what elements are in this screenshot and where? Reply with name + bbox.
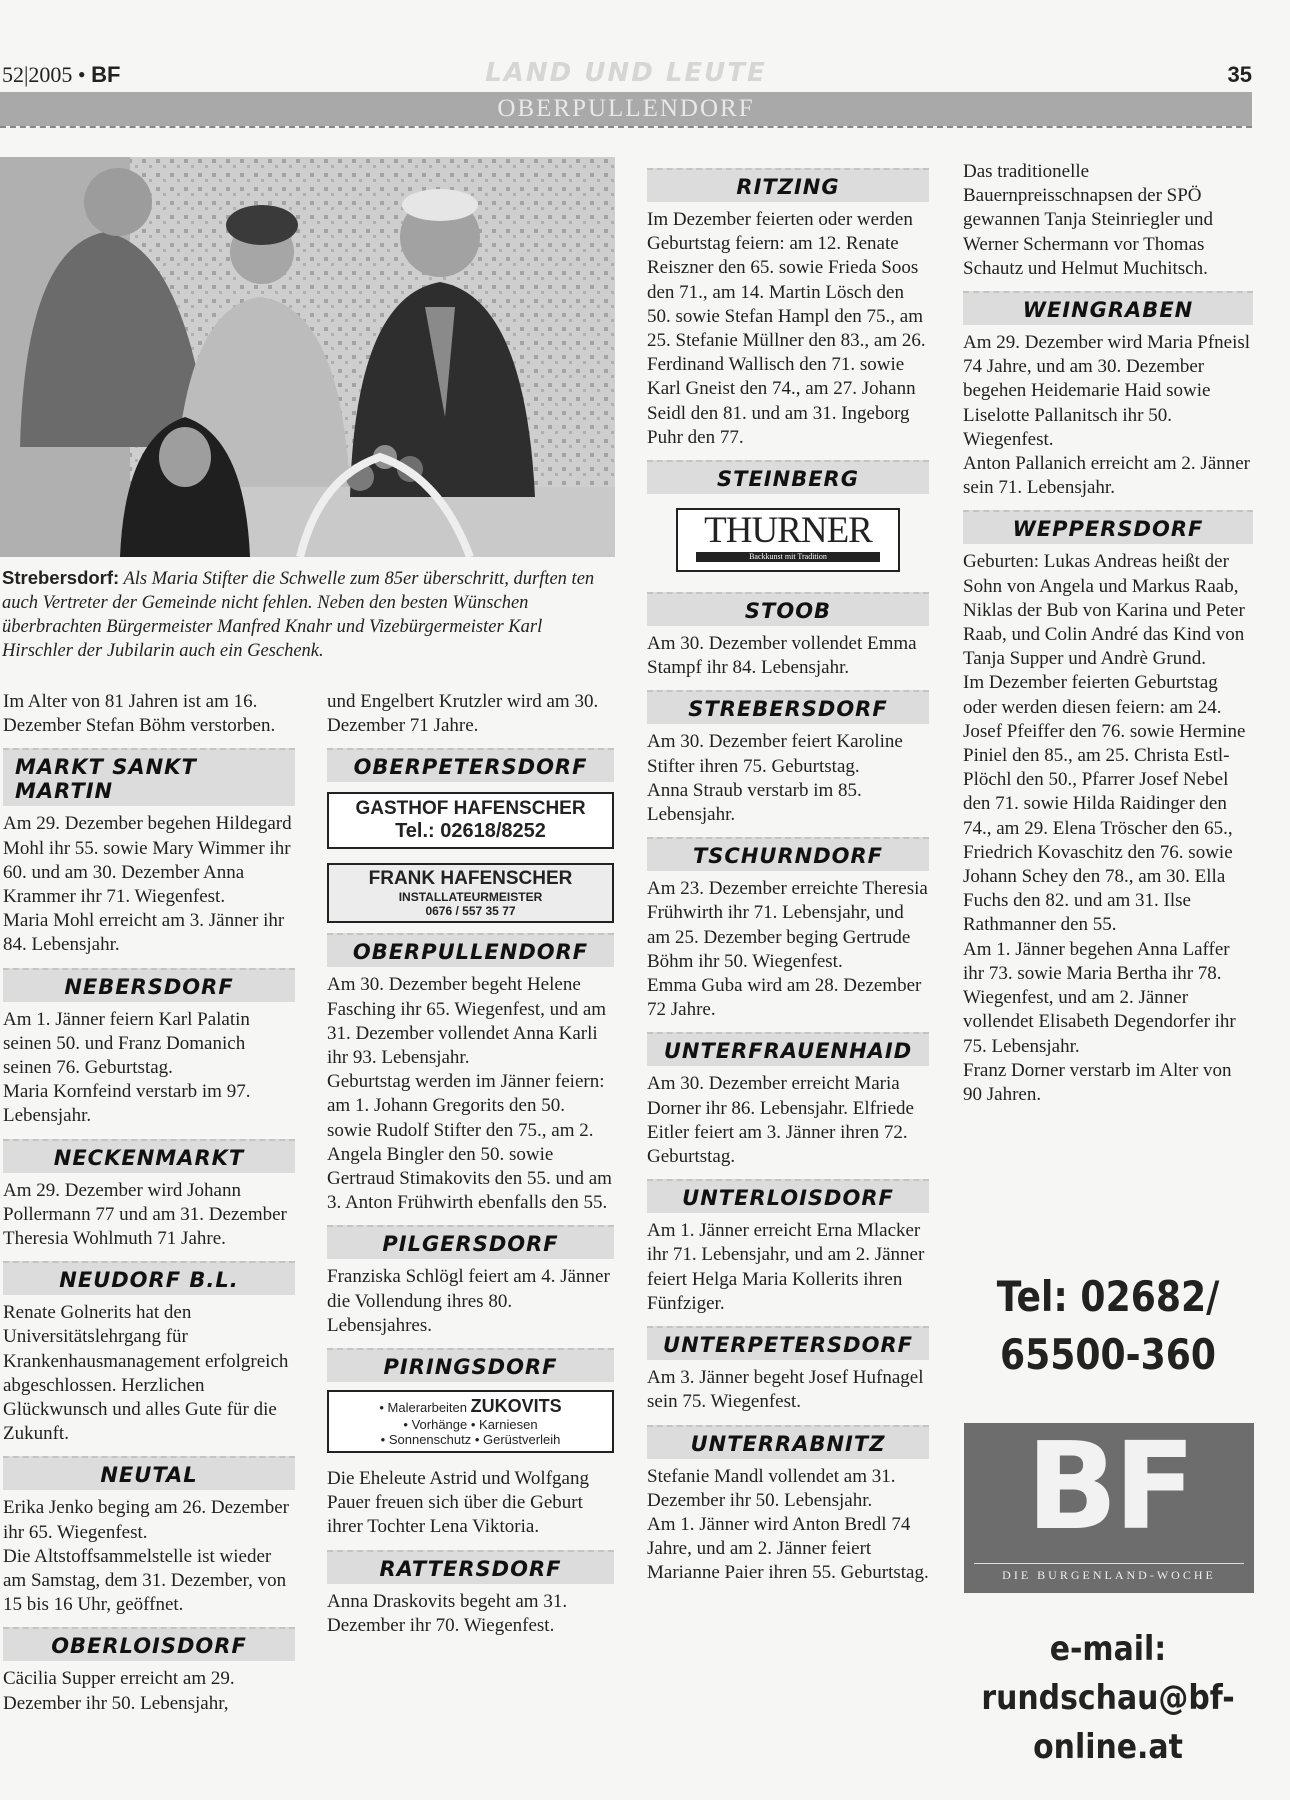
bf-logo-letters: BF [1026, 1418, 1192, 1557]
col2-intro: und Engelbert Krutzler wird am 30. Dezember 71 Jahre. [327, 691, 599, 737]
ad-zukovits-line3: • Sonnenschutz • Gerüstverleih [380, 1432, 561, 1448]
heading-piringsdorf: PIRINGSDORF [327, 1348, 614, 1382]
article-paragraph: Am 1. Jänner feiern Karl Palatin seinen 50. und Franz Domanich seinen 76. Geburtstag. [3, 1008, 250, 1079]
article-paragraph: Am 23. Dezember erreichte Theresia Frühwirth ihr 71. Lebensjahr, und am 25. Dezember beging Gertrude Böhm ihr 50. Wiegenfest. [647, 878, 928, 972]
col4-intro: Das traditionelle Bauernpreisschnapsen der SPÖ gewannen Tanja Steinriegler und Werner Schermann vor Thomas Schautz und Helmut Muchitsch. [963, 161, 1213, 279]
article-paragraph: Franz Dorner verstarb im Alter von 90 Jahren. [963, 1059, 1232, 1105]
article-paragraph: Im Dezember feierten oder werden Geburtstag feiern: am 12. Renate Reiszner den 65. sowie Frieda Soos den 71., am 14. Martin Lösch den 50. sowie Stefan Hampl den 75., am 25. Stefanie Müllner den 83., am 26. Ferdinand Wallisch den 71. sowie Karl Gneist den 74., am 27. Johann Seidl den 81. und am 31. Ingeborg Puhr den 77. [647, 209, 926, 448]
heading-weppersdorf: WEPPERSDORF [963, 510, 1253, 544]
heading-unterpetersdorf: UNTERPETERSDORF [647, 1326, 929, 1360]
contact-phone: Tel: 02682/ 65500-360 [996, 1272, 1220, 1379]
article-paragraph: Am 29. Dezember wird Johann Pollermann 77 und am 31. Dezember Theresia Wohlmuth 71 Jahre. [3, 1179, 287, 1250]
ad-gasthof-phone: Tel.: 02618/8252 [395, 820, 546, 843]
ad-frank-hafenscher [327, 863, 614, 923]
article-paragraph: Am 29. Dezember begehen Hildegard Mohl ihr 55. sowie Mary Wimmer ihr 60. und am 30. Dezember Anna Krammer ihr 71. Wiegenfest. [3, 813, 292, 908]
article-paragraph: Anna Straub verstarb im 85. Lebensjahr. [647, 779, 862, 826]
issue-number: 52|2005 • BF [2, 62, 121, 87]
heading-tschurndorf: TSCHURNDORF [647, 837, 929, 871]
article-paragraph: Die Eheleute Astrid und Wolfgang Pauer freuen sich über die Geburt ihrer Tochter Lena Viktoria. [327, 1468, 589, 1538]
heading-unterloisdorf: UNTERLOISDORF [647, 1179, 929, 1213]
ad-zukovits [327, 1390, 614, 1453]
email-label: e-mail: [1049, 1629, 1167, 1669]
article-paragraph: Am 30. Dezember erreicht Maria Dorner ihr 86. Lebensjahr. Elfriede Eitler feiert am 3. Jänner ihren 72. Geburtstag. [647, 1073, 914, 1168]
heading-oberpullendorf: OBERPULLENDORF [327, 933, 614, 967]
ad-gasthof-name: GASTHOF HAFENSCHER [355, 798, 586, 820]
heading-markt-sankt-martin: MARKT SANKT MARTIN [3, 748, 295, 806]
heading-rattersdorf: RATTERSDORF [327, 1550, 614, 1584]
page-number: 35 [1227, 62, 1252, 87]
ad-zukovits-service: • Malerarbeiten [379, 1400, 471, 1416]
heading-weingraben: WEINGRABEN [963, 291, 1253, 325]
ad-zukovits-line2: • Vorhänge • Karniesen [403, 1417, 538, 1433]
article-paragraph: Maria Mohl erreicht am 3. Jänner ihr 84. Lebensjahr. [3, 910, 285, 956]
heading-neckenmarkt: NECKENMARKT [3, 1139, 295, 1173]
article-paragraph: Am 3. Jänner begeht Josef Hufnagel sein 75. Wiegenfest. [647, 1367, 924, 1413]
article-paragraph: Stefanie Mandl vollendet am 31. Dezember ihr 50. Lebensjahr. [647, 1465, 896, 1511]
column-3 [647, 156, 929, 1586]
heading-steinberg: STEINBERG [647, 460, 929, 494]
heading-pilgersdorf: PILGERSDORF [327, 1225, 614, 1259]
article-paragraph: Emma Guba wird am 28. Dezember 72 Jahre. [647, 975, 922, 1021]
photo-caption [2, 566, 614, 663]
article-paragraph: Am 1. Jänner erreicht Erna Mlacker ihr 71. Lebensjahr, und am 2. Jänner feiert Helga Maria Kollerits ihren Fünfziger. [647, 1220, 925, 1314]
ad-thurner-tagline: Backkunst mit Tradition [696, 552, 880, 562]
article-paragraph: Geburtstag werden im Jänner feiern: am 1. Johann Gregorits den 50. sowie Rudolf Stifter den 75., am 2. Angela Bingler den 50. sowie Gertraud Stimakovits den 55. und am 3. Anton Frühwirth ebenfalls den 55. [327, 1071, 612, 1214]
article-paragraph: Erika Jenko beging am 26. Dezember ihr 65. Wiegenfest. [3, 1497, 289, 1543]
caption-text: Als Maria Stifter die Schwelle zum 85er überschritt, durften ten auch Vertreter der Gemeinde nicht fehlen. Neben den besten Wünschen überbrachten Bürgermeister Manfred Knahr und Vizebürgermeister Karl Hirschler der Jubilarin auch ein Geschenk. [2, 569, 595, 661]
heading-nebersdorf: NEBERSDORF [3, 968, 295, 1002]
bf-logo-subtitle: DIE BURGENLAND-WOCHE [974, 1563, 1244, 1583]
col1-sections [3, 748, 295, 1715]
ad-frank-name: FRANK HAFENSCHER [368, 868, 573, 890]
heading-ritzing: RITZING [647, 168, 929, 202]
ad-frank-title: INSTALLATEURMEISTER [398, 890, 543, 905]
column-2 [327, 690, 614, 1638]
news-photo [0, 157, 615, 557]
heading-oberloisdorf: OBERLOISDORF [3, 1627, 295, 1661]
caption-place: Strebersdorf: [2, 567, 120, 588]
photo-people-image [0, 157, 615, 557]
paper-name: BF [91, 62, 121, 87]
article-paragraph: Maria Kornfeind verstarb im 97. Lebensjahr. [3, 1081, 251, 1127]
ad-thurner-name: THURNER [704, 510, 872, 552]
article-paragraph: Geburten: Lukas Andreas heißt der Sohn von Angela und Markus Raab, Niklas der Bub von Karina und Peter Raab, und Colin André das Kind von Tanja Supper und Andrè Grund. [963, 551, 1245, 670]
ad-gasthof-hafenscher [327, 792, 614, 849]
band-rule [0, 126, 1252, 128]
contact-email [980, 1625, 1235, 1772]
ad-thurner [676, 508, 900, 572]
article-paragraph: Am 30. Dezember feiert Karoline Stifter ihren 75. Geburtstag. [647, 731, 903, 777]
article-paragraph: Cäcilia Supper erreicht am 29. Dezember ihr 50. Lebensjahr, [3, 1668, 235, 1714]
region-band: OBERPULLENDORF [0, 92, 1252, 126]
heading-neutal: NEUTAL [3, 1456, 295, 1490]
article-paragraph: Am 30. Dezember begeht Helene Fasching ihr 65. Wiegenfest, und am 31. Dezember vollendet Anna Karli ihr 93. Lebensjahr. [327, 974, 607, 1069]
heading-unterrabnitz: UNTERRABNITZ [647, 1425, 929, 1459]
col1-intro: Im Alter von 81 Jahren ist am 16. Dezember Stefan Böhm verstorben. [3, 691, 276, 737]
article-paragraph: Am 29. Dezember wird Maria Pfneisl 74 Jahre, und am 30. Dezember begehen Heidemarie Haid sowie Liselotte Pallanitsch ihr 50. Wiegenfest. [963, 332, 1251, 450]
article-paragraph: Am 30. Dezember vollendet Emma Stampf ihr 84. Lebensjahr. [647, 633, 917, 679]
column-1 [3, 690, 295, 1716]
ad-zukovits-name: ZUKOVITS [470, 1396, 562, 1417]
article-paragraph: Am 1. Jänner begehen Anna Laffer ihr 73. sowie Maria Bertha ihr 78. Wiegenfest, und am 2. Jänner vollendet Elisabeth Degendorfer ihr 75. Lebensjahr. [963, 938, 1236, 1057]
article-paragraph: Anton Pallanich erreicht am 2. Jänner sein 71. Lebensjahr. [963, 453, 1251, 499]
page-header [0, 58, 1252, 90]
article-paragraph: Franziska Schlögl feiert am 4. Jänner die Vollendung ihres 80. Lebensjahres. [327, 1266, 610, 1336]
email-address: rundschau@bf-online.at [981, 1678, 1235, 1767]
column-4 [963, 160, 1253, 1107]
article-paragraph: Die Altstoffsammelstelle ist wieder am Samstag, dem 31. Dezember, von 15 bis 16 Uhr, geöffnet. [3, 1545, 287, 1616]
article-paragraph: Im Dezember feierten Geburtstag oder werden diesen feiern: am 24. Josef Pfeiffer den 76. sowie Hermine Piniel den 85., am 25. Christa Estl-Plöchl den 50., Pfarrer Josef Nebel den 71. sowie Hilda Raidinger den 74., am 29. Elena Tröscher den 65., Friedrich Kovaschitz den 76. sowie Johann Schey den 78., am 30. Ella Fuchs den 82. und am 31. Ilse Rathmanner den 55. [963, 672, 1246, 936]
bf-logo [964, 1418, 1254, 1593]
heading-strebersdorf: STREBERSDORF [647, 690, 929, 724]
article-paragraph: Anna Draskovits begeht am 31. Dezember ihr 70. Wiegenfest. [327, 1590, 568, 1636]
heading-stoob: STOOB [647, 592, 929, 626]
section-title: LAND UND LEUTE [485, 58, 767, 88]
article-paragraph: Renate Golnerits hat den Universitätslehrgang für Krankenhausmanagement erfolgreich abgeschlossen. Herzlichen Glückwunsch und alles Gute für die Zukunft. [3, 1302, 289, 1445]
heading-oberpetersdorf: OBERPETERSDORF [327, 748, 614, 782]
heading-unterfrauenhaid: UNTERFRAUENHAID [647, 1032, 929, 1066]
heading-neudorf: NEUDORF B.L. [3, 1261, 295, 1295]
ad-frank-phone: 0676 / 557 35 77 [425, 904, 516, 919]
article-paragraph: Am 1. Jänner wird Anton Bredl 74 Jahre, und am 2. Jänner feiert Marianne Paier ihren 55. Geburtstag. [647, 1513, 929, 1584]
